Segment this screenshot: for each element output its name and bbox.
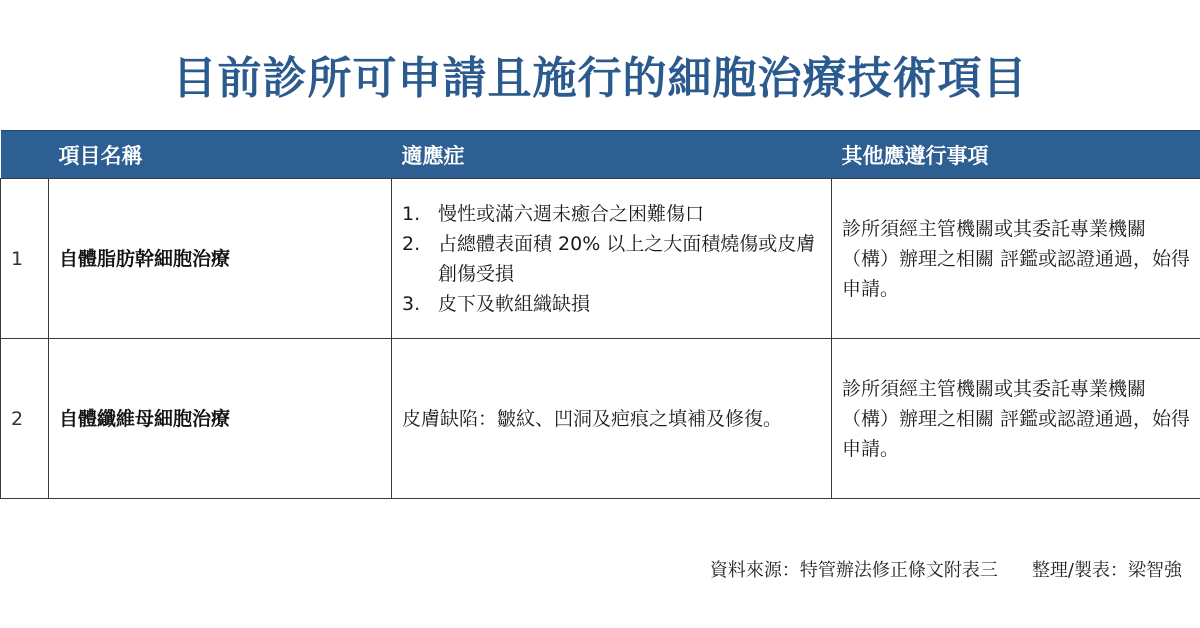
list-item xyxy=(402,289,821,319)
header-indications: 適應症 xyxy=(392,131,832,179)
row-number: 1 xyxy=(1,179,49,339)
other-requirements: 診所須經主管機關或其委託專業機關（構）辦理之相關 評鑑或認證通過，始得申請。 xyxy=(832,339,1200,499)
list-item xyxy=(402,229,821,289)
author-note: 整理/製表：梁智強 xyxy=(1031,560,1182,581)
cell-therapy-table xyxy=(0,130,1200,499)
list-number: 2. xyxy=(402,232,421,255)
list-text: 慢性或滿六週未癒合之困難傷口 xyxy=(438,202,705,225)
list-number: 1. xyxy=(402,202,421,225)
list-text: 皮下及軟組織缺損 xyxy=(438,292,591,315)
list-number: 3. xyxy=(402,292,421,315)
row-number: 2 xyxy=(1,339,49,499)
table-row xyxy=(1,179,1200,339)
list-text: 占總體表面積 20% 以上之大面積燒傷或皮膚創傷受損 xyxy=(438,232,816,285)
indications-cell xyxy=(392,179,832,339)
table-row xyxy=(1,339,1200,499)
page-title: 目前診所可申請且施行的細胞治療技術項目 xyxy=(172,53,1028,104)
indications-list xyxy=(402,199,821,319)
header-number xyxy=(1,131,49,179)
other-requirements: 診所須經主管機關或其委託專業機關（構）辦理之相關 評鑑或認證通過，始得申請。 xyxy=(832,179,1200,339)
header-other-requirements: 其他應遵行事項 xyxy=(832,131,1200,179)
item-name: 自體纖維母細胞治療 xyxy=(49,339,392,499)
footer-credits xyxy=(710,556,1182,582)
table-header-row xyxy=(1,131,1200,179)
indications-cell: 皮膚缺陷：皺紋、凹洞及疤痕之填補及修復。 xyxy=(392,339,832,499)
item-name: 自體脂肪幹細胞治療 xyxy=(49,179,392,339)
header-item-name: 項目名稱 xyxy=(49,131,392,179)
list-item xyxy=(402,199,821,229)
source-note: 資料來源：特管辦法修正條文附表三 xyxy=(709,560,998,581)
